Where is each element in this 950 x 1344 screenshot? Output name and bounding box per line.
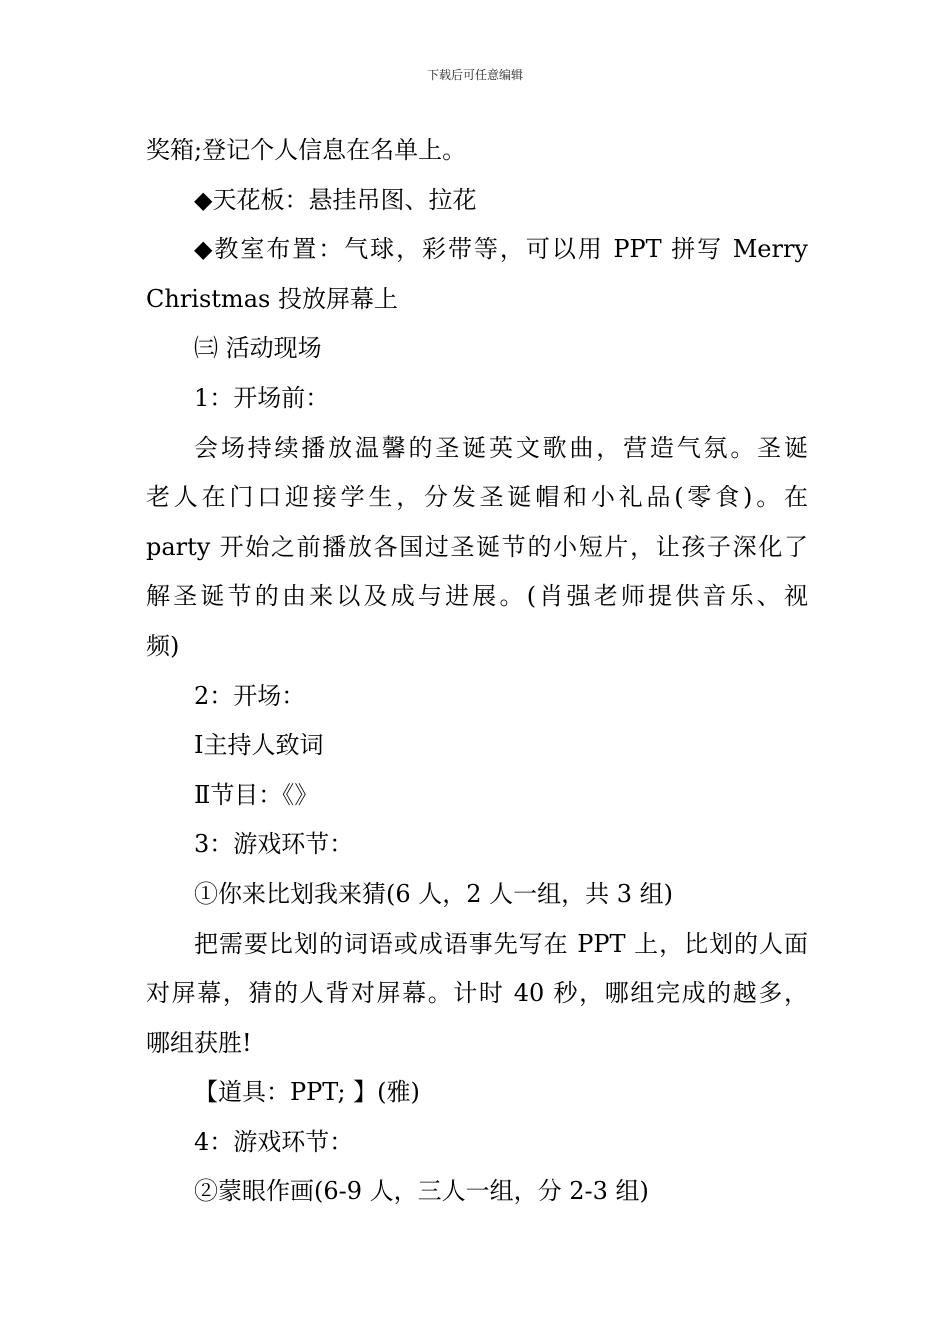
subsection-heading: 3：游戏环节： [194, 830, 354, 859]
text-line: Christmas 投放屏幕上 [146, 284, 398, 313]
text-line: 频) [146, 631, 180, 660]
section-heading: ㈢ 活动现场 [194, 334, 322, 363]
text-line: 会场持续播放温馨的圣诞英文歌曲，营造气氛。圣诞 [194, 433, 808, 462]
text-line: 把需要比划的词语或成语事先写在 PPT 上，比划的人面 [194, 929, 808, 958]
text-line: party 开始之前播放各国过圣诞节的小短片，让孩子深化了 [146, 532, 808, 561]
subsection-heading: 1：开场前： [194, 383, 330, 412]
document-body [146, 126, 808, 1217]
text-line: 奖箱;登记个人信息在名单上。 [146, 136, 467, 164]
subsection-heading: 4：游戏环节： [194, 1127, 354, 1156]
list-item: ①你来比划我来猜(6 人，2 人一组，共 3 组) [194, 879, 674, 908]
subsection-heading: 2：开场： [194, 681, 306, 710]
text-line: 对屏幕，猜的人背对屏幕。计时 40 秒，哪组完成的越多， [146, 979, 808, 1008]
text-line: 解圣诞节的由来以及成与进展。(肖强老师提供音乐、视 [146, 582, 808, 611]
text-line: ◆教室布置：气球，彩带等，可以用 PPT 拼写 Merry [194, 235, 808, 264]
list-item: Ⅰ主持人致词 [194, 731, 324, 760]
text-line: 老人在门口迎接学生，分发圣诞帽和小礼品(零食)。在 [146, 483, 808, 512]
text-line: ◆天花板：悬挂吊图、拉花 [194, 185, 477, 214]
list-item: Ⅱ节目：《》 [194, 780, 319, 809]
page-header: 下载后可任意编辑 [426, 68, 523, 82]
text-line: 【道具：PPT; 】(雅) [194, 1078, 420, 1107]
text-line: 哪组获胜! [146, 1028, 252, 1057]
list-item: ②蒙眼作画(6-9 人，三人一组，分 2-3 组) [194, 1177, 649, 1206]
